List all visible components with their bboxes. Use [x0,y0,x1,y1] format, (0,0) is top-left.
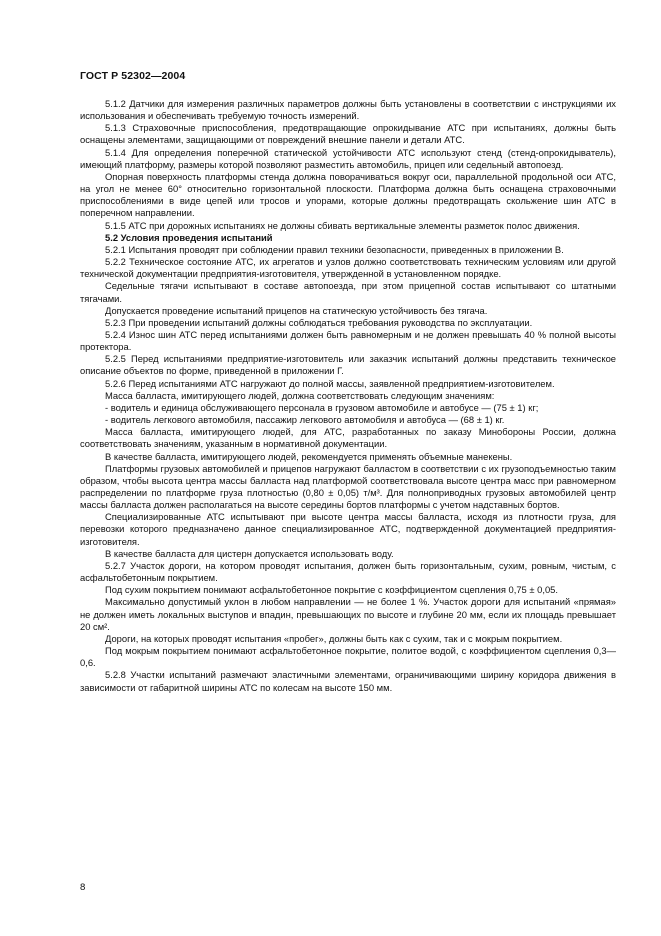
page-number: 8 [80,882,86,893]
paragraph: 5.1.5 АТС при дорожных испытаниях не должны сбивать вертикальные элементы разметок полос движения. [105,219,580,231]
list-item: - водитель легкового автомобиля, пассажир легкового автомобиля и автобуса — (68 ± 1) кг. [105,414,505,426]
paragraph: Седельные тягачи испытывают в составе автопоезда, при этом прицепной состав испытывают со штатными тягачами. [80,280,616,304]
paragraph: 5.2.2 Техническое состояние АТС, их агрегатов и узлов должно соответствовать техническим условиям или другой технической документации предприятия-изготовителя, утвержденной в установленном порядке. [80,256,616,280]
paragraph: Максимально допустимый уклон в любом направлении — не более 1 %. Участок дороги для испытаний «прямая» не должен иметь локальных выступов и впадин, превышающих по высоте и глубине 20 мм, если их площадь превышает 20 см². [80,596,616,632]
paragraph: Специализированные АТС испытывают при высоте центра массы балласта, исходя из плотности груза, для перевозки которого предназначено данное специализированное АТС, подтвержденной документацией предприятия-изготовителя. [80,511,616,547]
paragraph: Опорная поверхность платформы стенда должна поворачиваться вокруг оси, параллельной продольной оси АТС, на угол не менее 60° относительно горизонтальной плоскости. Платформа должна быть оснащена страховочными приспособлениями в виде цепей или тросов и упорами, которые должны предотвращать скольжение шин АТС в поперечном направлении. [80,170,616,219]
paragraph: 5.2.3 При проведении испытаний должны соблюдаться требования руководства по эксплуатации. [105,316,533,328]
paragraph: 5.2.6 Перед испытаниями АТС нагружают до полной массы, заявленной предприятием-изготовителем. [105,377,555,389]
paragraph: В качестве балласта, имитирующего людей, рекомендуется применять объемные манекены. [105,450,513,462]
paragraph: В качестве балласта для цистерн допускается использовать воду. [105,547,394,559]
paragraph: Масса балласта, имитирующего людей, для АТС, разработанных по заказу Минобороны России, должна соответствовать значениям, указанным в нормативной документации. [80,426,616,450]
paragraph: Масса балласта, имитирующего людей, должна соответствовать следующим значениям: [105,389,495,401]
section-heading: 5.2 Условия проведения испытаний [105,231,273,243]
paragraph: 5.2.4 Износ шин АТС перед испытаниями должен быть равномерным и не должен превышать 40 % полной высоты протектора. [80,328,616,353]
paragraph: 5.2.8 Участки испытаний размечают эластичными элементами, ограничивающими ширину коридора движения в зависимости от габаритной ширины АТС по колесам на высоте 150 мм. [80,669,616,693]
document-body [80,98,616,694]
paragraph: Допускается проведение испытаний прицепов на статическую устойчивость без тягача. [105,304,488,316]
paragraph: 5.1.4 Для определения поперечной статической устойчивости АТС используют стенд (стенд-опрокидыватель), имеющий платформу, размеры которой позволяют разместить автомобиль, прицеп или седельный автопоезд. [80,146,616,170]
list-item: - водитель и единица обслуживающего персонала в грузовом автомобиле и автобусе — (75 ± 1) кг; [105,401,539,413]
paragraph: 5.2.7 Участок дороги, на котором проводят испытания, должен быть горизонтальным, сухим, ровным, чистым, с асфальтобетонным покрытием. [80,559,616,584]
paragraph: Под мокрым покрытием понимают асфальтобетонное покрытие, политое водой, с коэффициентом сцепления 0,3—0,6. [80,645,616,669]
document-header: ГОСТ Р 52302—2004 [80,70,186,82]
paragraph: 5.1.3 Страховочные приспособления, предотвращающие опрокидывание АТС при испытаниях, должны быть оснащены элементами, защищающими от повреждений внешние панели и детали АТС. [80,122,616,146]
paragraph: Дороги, на которых проводят испытания «пробег», должны быть как с сухим, так и с мокрым покрытием. [105,632,563,644]
paragraph: 5.2.5 Перед испытаниями предприятие-изготовитель или заказчик испытаний должны представить техническое описание объектов по форме, приведенной в приложении Г. [80,353,616,377]
paragraph: 5.2.1 Испытания проводят при соблюдении правил техники безопасности, приведенных в приложении В. [105,243,564,255]
paragraph: Под сухим покрытием понимают асфальтобетонное покрытие с коэффициентом сцепления 0,75 ± 0,05. [105,584,558,596]
paragraph: 5.1.2 Датчики для измерения различных параметров должны быть установлены в соответствии с инструкциями их использования и обеспечивать требуемую точность измерений. [80,98,616,122]
paragraph: Платформы грузовых автомобилей и прицепов нагружают балластом в соответствии с их грузоподъемностью таким образом, чтобы высота центра массы балласта над платформой соответствовала высоте центра масс при равномерном распределении по платформе груза плотностью (0,80 ± 0,05) т/м³. Для полноприводных грузовых автомобилей центр массы балласта должен располагаться на высоте середины бортов платформы с учетом надставных бортов. [80,462,616,511]
